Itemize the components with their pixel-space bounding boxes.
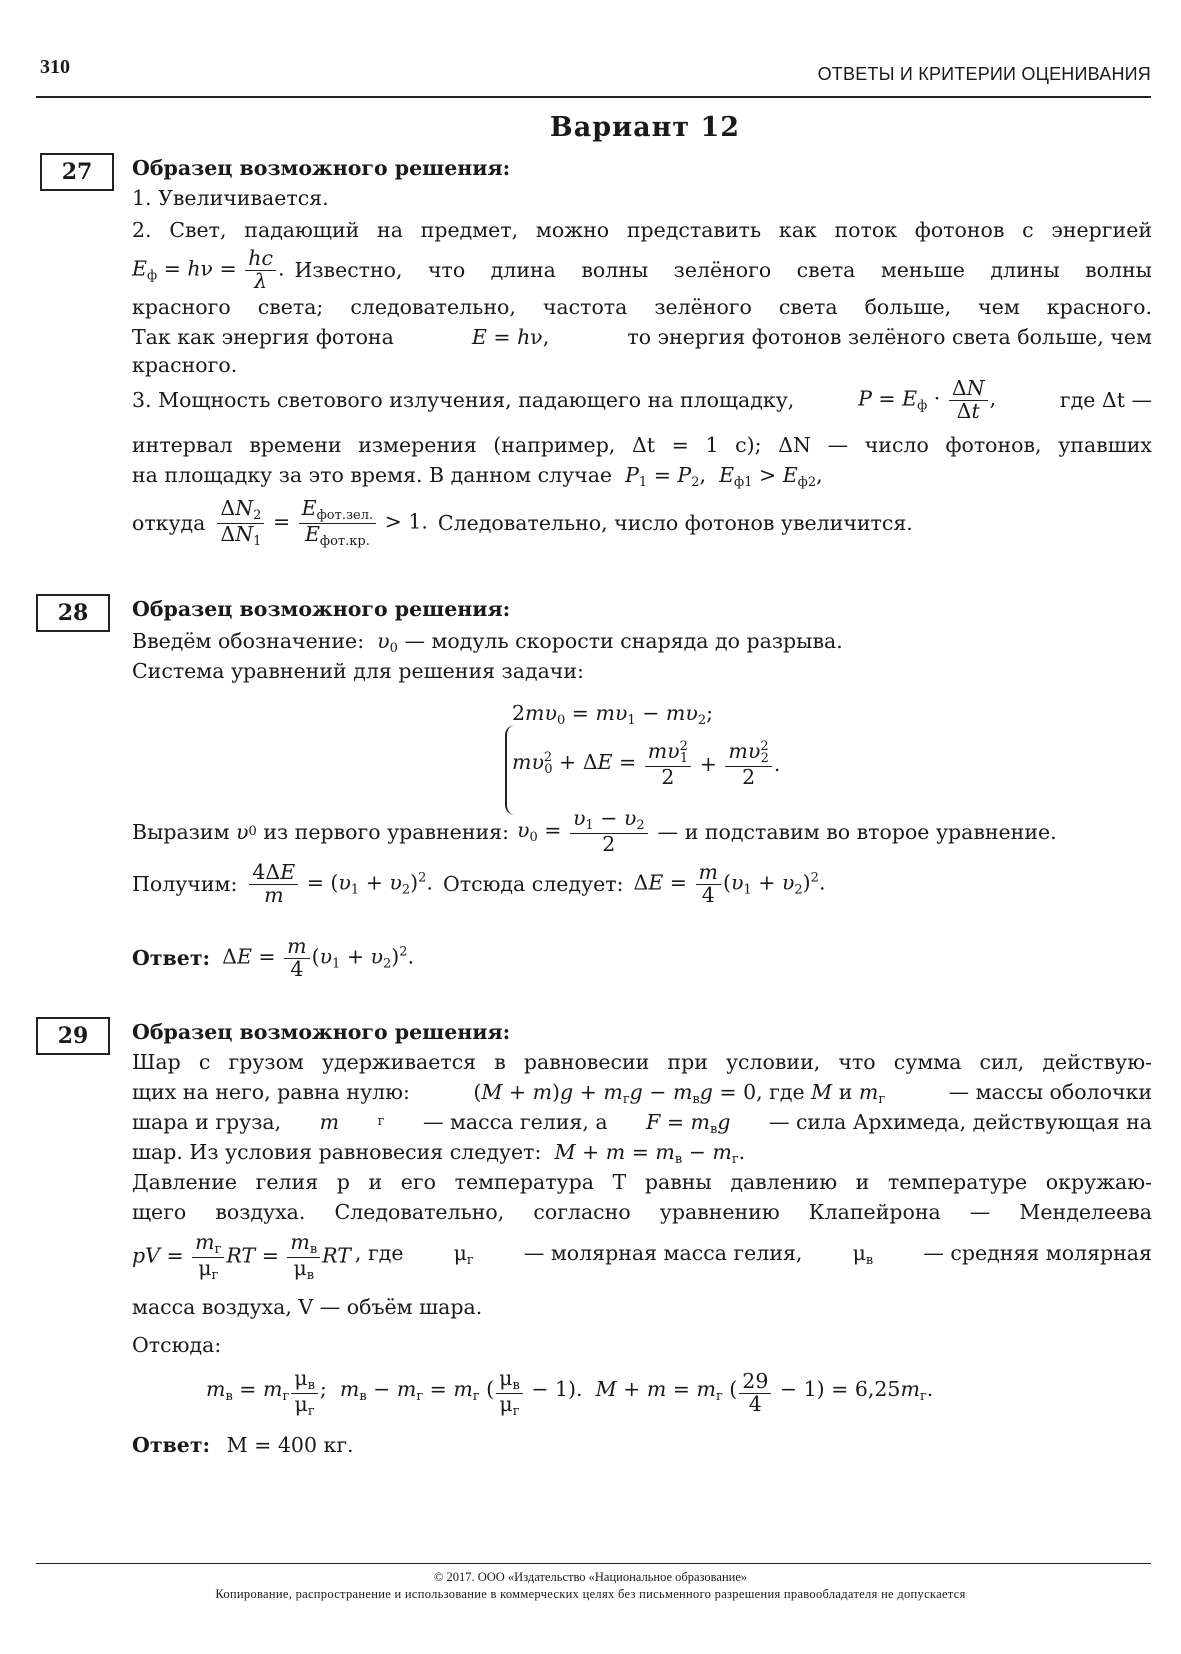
task-28-notation-def: — модуль скорости снаряда до разрыва.: [404, 629, 843, 653]
task-27-conclusion-line: [132, 498, 913, 548]
task-28-express-post: — и подставим во второе уравнение.: [657, 819, 1057, 844]
task-28-answer-line: [132, 936, 414, 980]
header-rule: [36, 96, 1151, 98]
task-29-l7-helium: — молярная масса гелия,: [523, 1241, 803, 1266]
photon-energy-formula: $E_ф = h\nu$ = $\frac{hc}{\lambda}$ .: [132, 246, 285, 293]
task-29-number: 29: [36, 1017, 110, 1055]
task-29-answer-value: M = 400 кг.: [226, 1433, 354, 1457]
task-29-l3-mid: — масса гелия, а: [422, 1110, 608, 1134]
task-29-answer-label: Ответ:: [132, 1433, 211, 1457]
task-27-where-dt: где Δt —: [1059, 388, 1152, 413]
task-27-power-line: [132, 378, 1152, 422]
task-29-line-5: Давление гелия p и его температура T равны давлению и температуре окружаю-: [132, 1170, 1152, 1194]
force-balance-formula: $(M + m)g + m_гg - m_вg = 0$, где M и $m_г$: [473, 1080, 886, 1107]
task-29-line-7: pV = $\frac{m_г}{\mu_г}$ RT = $\frac{m_в}{\mu_в}$ RT , где $\mu_г$ — молярная масса гелия, $\mu_в$ — средняя молярная: [132, 1230, 1152, 1283]
task-29-l7-air: — средняя молярная: [923, 1241, 1152, 1266]
equilibrium-formula: $M + m = m_в - m_г$.: [554, 1140, 746, 1167]
task-27-case-line: [132, 462, 823, 496]
v0-formula: $\upsilon_0$ = $\frac{\upsilon_1 - \upsilon_2}{2}$: [517, 808, 650, 855]
task-29-l7-where: , где: [354, 1241, 404, 1266]
task-28-heading: Образец возможного решения:: [132, 597, 511, 621]
task-27-wavelength-text: Известно, что длина волны зелёного света меньше длины волны: [294, 258, 1152, 283]
task-29-l3-pre: шара и груза,: [132, 1110, 282, 1134]
task-27-interval-text: интервал времени измерения (например, Δt = 1 с); ΔN — число фотонов, упавших: [132, 433, 1152, 457]
case-formula: $P_1 = P_2$, $E_{ф1} > E_{ф2}$,: [625, 463, 823, 490]
task-27-number: 27: [40, 153, 114, 191]
task-27-whence: откуда: [132, 511, 206, 536]
task-28-result-pre: Получим:: [132, 872, 238, 897]
task-29-l2-post: — массы оболочки: [948, 1080, 1152, 1104]
task-27-red-text: красного.: [132, 353, 238, 377]
running-head: ОТВЕТЫ И КРИТЕРИИ ОЦЕНИВАНИЯ: [817, 64, 1151, 84]
task-28-answer-formula: ΔE = $\frac{m}{4}$ $(\upsilon_1 + \upsilon_2)^2$.: [222, 934, 415, 981]
footer-notice: Копирование, распространение и использование в коммерческих целях без письменного разрешения правообладателя не допускается: [215, 1587, 966, 1601]
energy-eq-formula: $\frac{4\Delta E}{m}$ = $(\upsilon_1 + \upsilon_2)^2$.: [247, 862, 433, 906]
task-29-line-9: Отсюда:: [132, 1333, 222, 1357]
delta-e-formula: ΔE = $\frac{m}{4}$ $(\upsilon_1 + \upsilon_2)^2$.: [633, 860, 826, 907]
task-28-express-mid: из первого уравнения:: [263, 819, 509, 844]
task-28-express-pre: Выразим: [132, 819, 230, 844]
v0-symbol: υ: [370, 629, 390, 653]
task-27-result: Следовательно, число фотонов увеличится.: [437, 511, 913, 536]
task-29-line-4: [132, 1139, 745, 1173]
task-27-energy-line: [132, 248, 1152, 292]
page-number: 310: [40, 56, 70, 78]
task-29-line-1: Шар с грузом удерживается в равновесии при условии, что сумма сил, действую-: [132, 1050, 1152, 1074]
task-28-number: 28: [36, 594, 110, 632]
footer-copyright: © 2017. ООО «Издательство «Национальное образование»: [433, 1570, 748, 1584]
task-27-frequency-text: красного света; следовательно, частота зелёного света больше, чем красного.: [132, 295, 1152, 319]
footer-rule: [36, 1563, 1151, 1564]
task-29-line-8: масса воздуха, V — объём шара.: [132, 1295, 483, 1319]
task-29-line-6: щего воздуха. Следовательно, согласно уравнению Клапейрона — Менделеева: [132, 1200, 1152, 1224]
power-formula: $P = E_ф$ · $\frac{\Delta N}{\Delta t}$ ,: [858, 376, 997, 423]
task-29-l3-post: — сила Архимеда, действующая на: [768, 1110, 1152, 1134]
system-eq-1: $2m\upsilon_0 = m\upsilon_1 - m\upsilon_2$;: [512, 701, 714, 728]
task-28-result-line: [132, 862, 825, 906]
task-27-item-2: 2. Свет, падающий на предмет, можно представить как поток фотонов с энергией: [132, 218, 1152, 242]
task-27-power-text: 3. Мощность светового излучения, падающего на площадку,: [132, 388, 795, 413]
task-29-answer-line: [132, 1432, 354, 1458]
task-28-notation-text: Введём обозначение:: [132, 629, 365, 653]
photon-ratio-formula: $\frac{\Delta N_2}{\Delta N_1}$ = $\frac{E_{фот.зел.}}{E_{фот.кр.}}$ > 1.: [215, 498, 428, 548]
task-29-l2-pre: щих на него, равна нулю:: [132, 1080, 410, 1104]
variant-title: Вариант 12: [549, 112, 741, 143]
task-28-system-intro: Система уравнений для решения задачи:: [132, 659, 584, 683]
task-27-photon-energy-line: [132, 324, 1152, 350]
task-28-answer-label: Ответ:: [132, 946, 211, 971]
task-27-case-text: на площадку за это время. В данном случае: [132, 463, 613, 487]
task-27-energy-intro: Так как энергия фотона: [132, 325, 394, 349]
task-29-line-2: [132, 1079, 1152, 1113]
task-27-energy-conclusion: то энергия фотонов зелёного света больше, чем: [627, 325, 1152, 349]
archimedes-formula: $F = m_вg$: [646, 1110, 731, 1137]
task-27-heading: Образец возможного решения:: [132, 156, 511, 180]
task-29-heading: Образец возможного решения:: [132, 1020, 511, 1044]
task-28-result-mid: Отсюда следует:: [442, 872, 624, 897]
clapeyron-formula: pV = $\frac{m_г}{\mu_г}$ RT = $\frac{m_в}{\mu_в}$ RT: [132, 1230, 351, 1283]
photon-energy-formula-2: E = hν,: [471, 325, 550, 349]
task-28-notation-line: Введём обозначение: $\upsilon_0$ — модуль скорости снаряда до разрыва.: [132, 629, 843, 656]
task-29-line-3: шара и груза, m г — масса гелия, а $F = m_вg$ — сила Архимеда, действующая на: [132, 1109, 1152, 1143]
task-28-express-line: Выразим υ 0 из первого уравнения: $\upsilon_0$ = $\frac{\upsilon_1 - \upsilon_2}{2}$ — и подставим во второе уравнение.: [132, 806, 1057, 856]
task-29-final-formulas: $m_в = m_г$ $\frac{\mu_в}{\mu_г}$ ; $m_в - m_г = m_г$ ( $\frac{\mu_в}{\mu_г}$ − 1). $M + m = m_г$ ( $\frac{29}{4}$ − $1) = 6,25m_г$.: [206, 1366, 934, 1419]
system-eq-2: $m\upsilon^2_0 + \Delta E$ = $\frac{m\upsilon^2_1}{2}$ + $\frac{m\upsilon^2_2}{2}$ .: [512, 739, 781, 789]
task-29-l4-pre: шар. Из условия равновесия следует:: [132, 1140, 542, 1164]
task-27-item-1: 1. Увеличивается.: [132, 186, 329, 210]
